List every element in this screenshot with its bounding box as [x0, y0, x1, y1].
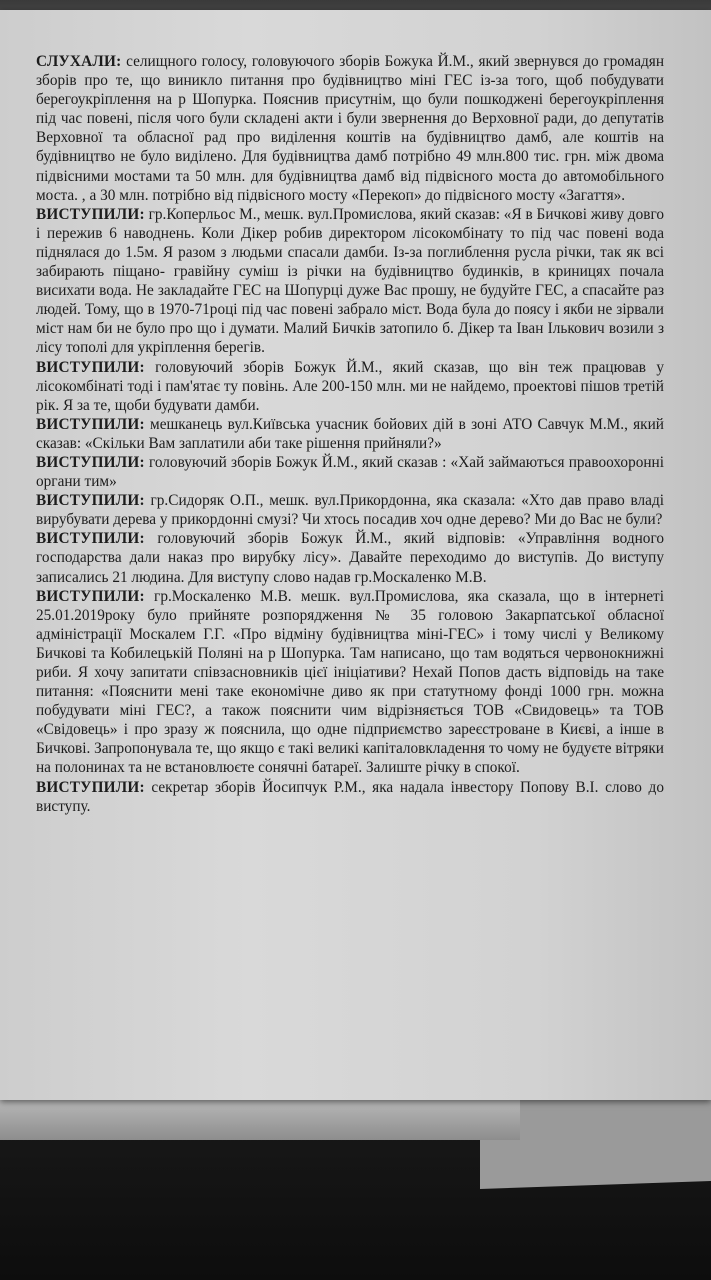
paragraph-lead: СЛУХАЛИ: [36, 53, 122, 70]
paragraph-lead: ВИСТУПИЛИ: [36, 453, 145, 471]
paragraph-lead: ВИСТУПИЛИ: [36, 530, 145, 548]
paragraph-lead: ВИСТУПИЛИ: [36, 778, 145, 796]
paragraph-body: мешканець вул.Київська учасник бойових дій в зоні АТО Савчук М.М., який сказав: «Скільки Вам заплатили аби таке рішення прийняли?» [36, 415, 664, 452]
paragraph-body: головуючий зборів Божук Й.М., який відповів: «Управління водного господарства дали наказ про вирубку лісу». Давайте переходимо до виступів. До виступу записались 21 людина. Для виступу слово надав гр.Москаленко М.В. [36, 530, 664, 586]
paragraph-body: гр.Москаленко М.В. мешк. вул.Промислова, яка сказала, що в інтернеті 25.01.2019року було прийняте розпорядження № 35 головою Закарпатської обласної адміністрації Москалем Г.Г. «Про відміну будівництва міні-ГЕС» і тому числі у Великому Бичкові та Кобилецькій Поляні на р Шопурка. Там написано, що там водяться червонокнижні риби. Я хочу запитати співзасновників цієї ініціативи? Нехай Попов дасть відповідь на таке питання: «Пояснити мені таке економічне диво як при статутному фонді 1000 грн. можна побудувати міні ГЕС?, а також пояснити чим відрізняється ТОВ «Свидовець» та ТОВ «Свідовець» і про зразу ж пояснила, що одне підприємство зареєстроване в Києві, а інше в Бичкові. Запропонувала те, що якщо є такі великі капіталовкладення то чому не будуєте вітряки на полонинах та не встановлюєте сонячні батареї. Залиште річку в спокої. [36, 587, 664, 777]
paragraph-speech [36, 205, 664, 358]
paragraph-body: секретар зборів Йосипчук Р.М., яка надала інвестору Попову В.І. слово до виступу. [36, 778, 664, 815]
paragraph-heard [36, 52, 664, 205]
paragraph-lead: ВИСТУПИЛИ: [36, 358, 145, 376]
minutes-text [36, 52, 664, 816]
paper-lower-edge [0, 1100, 520, 1140]
paragraph-lead: ВИСТУПИЛИ: [36, 587, 145, 605]
paragraph-body: головуючий зборів Божук Й.М., який сказав, що він теж працював у лісокомбінаті тоді і пам'ятає ту повінь. Але 200-150 млн. ми не найдемо, проектові пішов третій рік. Я за те, щоби будувати дамби. [36, 358, 664, 414]
paragraph-lead: ВИСТУПИЛИ: [36, 492, 145, 510]
paragraph-speech [36, 529, 664, 586]
paragraph-body: селищного голосу, головуючого зборів Божука Й.М., який звернувся до громадян зборів про те, що виникло питання про будівництво міні ГЕС із-за того, щоб побудувати берегоукріплення на р Шопурка. Пояснив присутнім, що були пошкоджені берегоукріплення під час повені, після чого були складені акти і були звернення до Верховної ради, до депутатів Верховної та обласної рад про виділення коштів на будівництво дамб, але коштів на будівництво не було виділено. Для будівництва дамб потрібно 49 млн.800 тис. грн. між двома підвісними мостами та 50 млн. для будівництва дамб від підвісного моста до автомобільного моста. , а 30 млн. потрібно від підвісного мосту «Перекоп» до підвісного мосту «Загаття». [36, 53, 664, 204]
paragraph-body: головуючий зборів Божук Й.М., який сказав : «Хай займаються правоохоронні органи тим» [36, 453, 664, 491]
paragraph-speech [36, 358, 664, 415]
paragraph-body: гр.Коперльос М., мешк. вул.Промислова, який сказав: «Я в Бичкові живу довго і пережив 6 наводнень. Коли Дікер робив директором лісокомбінату то під час повені вода піднялася до 1.5м. Я разом з людьми спасали дамби. Із-за поглиблення русла річки, так як всі забирають піщано- гравійну суміш із річки на будівництво будинків, в криницях почала висихати вода. Не закладайте ГЕС на Шопурці дуже Вас прошу, не будуйте ГЕС, а спасайте раз людей. Тому, що в 1970-71році під час повені забрало міст. Вода була до поясу і якби не зірвали міст нам би не було про що і думати. Малий Бичків затопило б. Дікер та Іван Ількович возили з лісу тополі для укріплення берегів. [36, 205, 664, 357]
paragraph-speech [36, 491, 664, 529]
paragraph-speech [36, 415, 664, 453]
paragraph-speech [36, 453, 664, 491]
paragraph-lead: ВИСТУПИЛИ: [36, 205, 145, 223]
paragraph-speech [36, 778, 664, 816]
paragraph-body: гр.Сидоряк О.П., мешк. вул.Прикордонна, яка сказала: «Хто дав право владі вирубувати дерева у прикордонні смузі? Чи хтось посадив хоч одне дерево? Ми до Вас не були? [36, 492, 664, 529]
paragraph-lead: ВИСТУПИЛИ: [36, 415, 145, 433]
paragraph-speech [36, 587, 664, 778]
document-page [0, 10, 711, 1100]
